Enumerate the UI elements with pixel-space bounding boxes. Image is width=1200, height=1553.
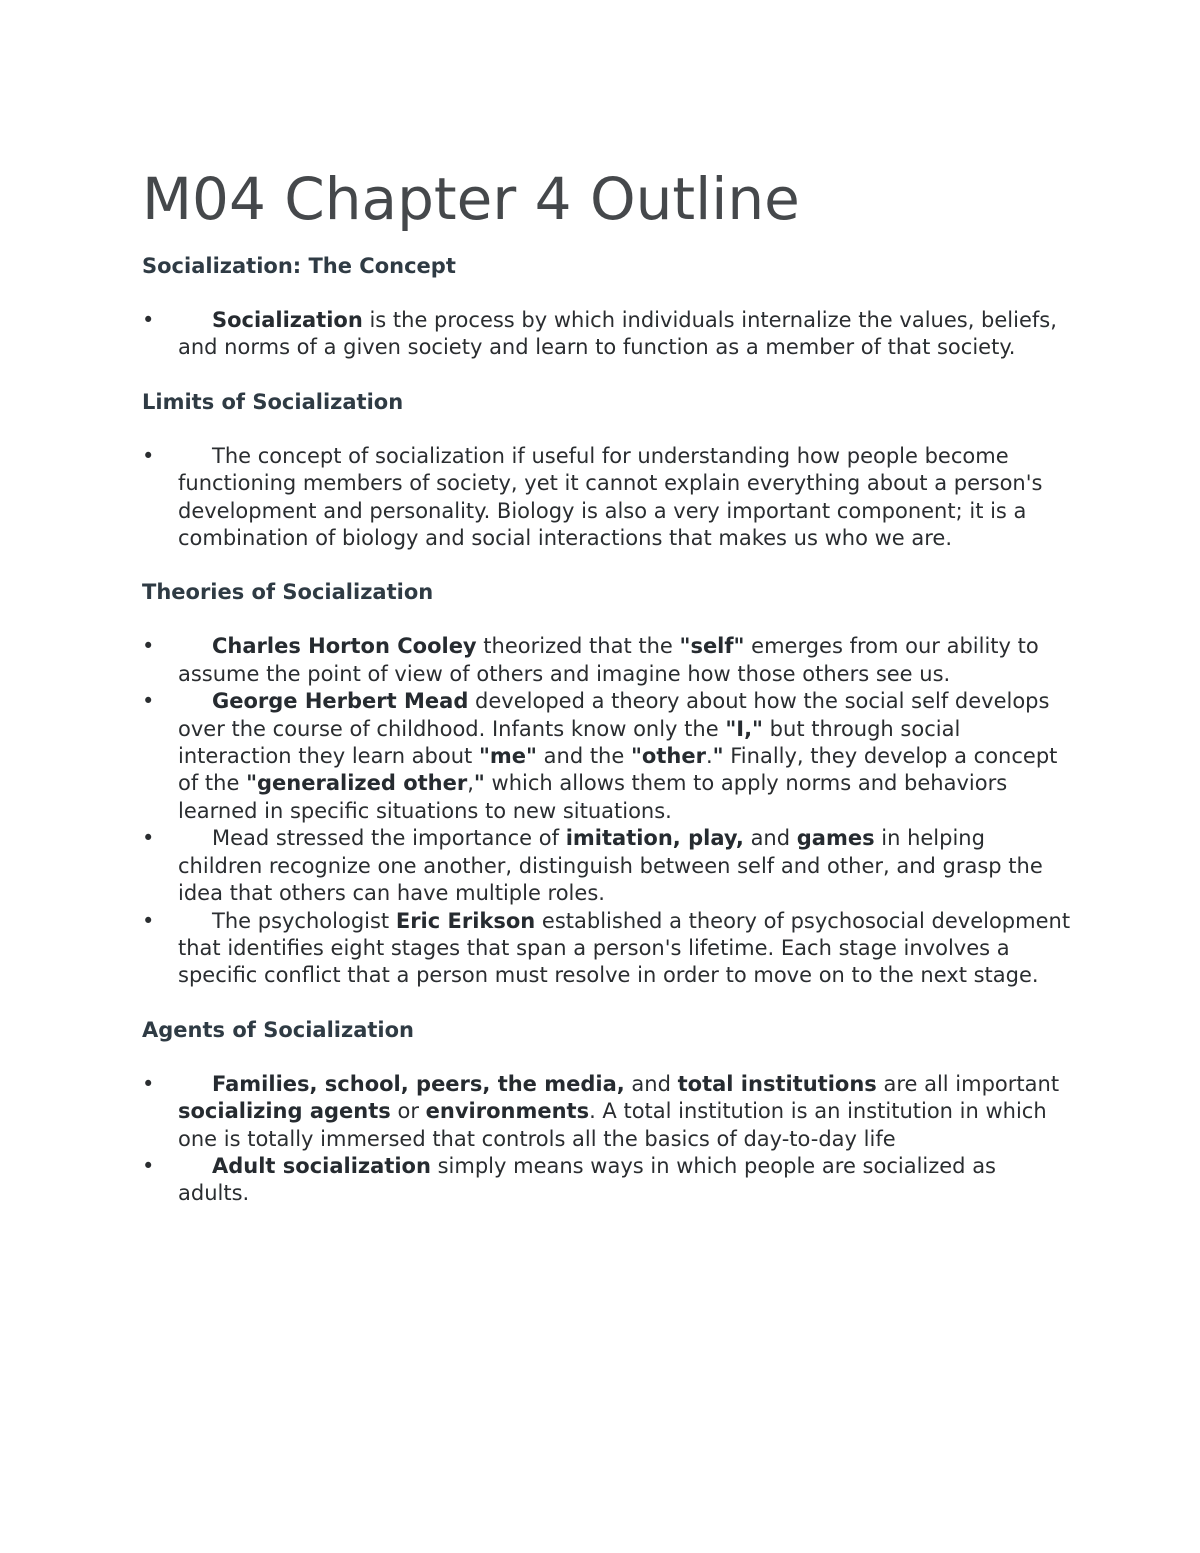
bold-text: "other (630, 744, 706, 769)
document-title: M04 Chapter 4 Outline (142, 165, 800, 233)
document-page (142, 160, 1072, 1208)
body-text: , (467, 771, 474, 796)
outline-section (142, 579, 1072, 989)
bullet-icon: • (142, 826, 155, 851)
document-body (142, 253, 1072, 1208)
bullet-item (142, 307, 1072, 362)
bullet-list (142, 633, 1072, 989)
bullet-icon: • (142, 908, 155, 933)
bold-text: "me" (478, 744, 537, 769)
bullet-item (142, 908, 1072, 990)
bold-text: Families, school, peers, the media, (212, 1071, 625, 1096)
bullet-item (142, 1153, 1072, 1208)
bold-text: " (712, 744, 724, 769)
body-text: simply means ways in which people are socialized as adults. (178, 1153, 996, 1206)
body-text: which allows them to apply norms and behaviors learned in specific situations to new situations. (178, 771, 1008, 823)
bold-text: Eric Erikson (395, 908, 536, 933)
bold-text: Charles Horton Cooley (212, 634, 477, 659)
outline-section (142, 1017, 1072, 1208)
bold-text: total institutions (677, 1071, 877, 1096)
bold-text: "self" (679, 634, 745, 659)
bold-text: imitation, play, (565, 826, 744, 851)
body-text: and the (536, 744, 631, 769)
body-text: . A total institution is an institution in which one is totally immersed that controls all the basics of day-to-day life (178, 1099, 1047, 1151)
bold-text: Socialization (212, 308, 363, 332)
body-text: or (390, 1099, 426, 1124)
bullet-icon: • (142, 634, 155, 659)
bold-text: George Herbert Mead (212, 689, 469, 714)
bullet-icon: • (142, 1071, 155, 1096)
body-text: but through social interaction they learn about (178, 716, 961, 769)
body-text: are all important (876, 1071, 1060, 1096)
body-text: is the process by which individuals internalize the values, beliefs, and norms of a given society and learn to function as a member of that society. (178, 308, 1057, 360)
bullet-icon: • (142, 1153, 155, 1178)
bullet-list (142, 1071, 1072, 1208)
bold-text: "generalized other (246, 771, 468, 796)
section-heading: Limits of Socialization (142, 389, 404, 414)
body-text: established a theory of psychosocial development that identifies eight stages that span a person's lifetime. Each stage involves a specific conflict that a person must resolve in order to move on to the next stage. (178, 908, 1071, 988)
body-text: Finally, they develop a concept of the (178, 744, 1058, 796)
bold-text: environments (425, 1099, 590, 1124)
body-text: emerges from our ability to assume the point of view of others and imagine how those others see us. (178, 634, 1039, 686)
bullet-list (142, 443, 1072, 553)
bullet-icon: • (142, 308, 155, 332)
body-text: The concept of socialization if useful for understanding how people become functioning members of society, yet it cannot explain everything about a person's development and personality. Biology is also a very important component; it is a combination of biology and social interactions that makes us who we are. (178, 443, 1043, 551)
bullet-item (142, 1071, 1072, 1153)
body-text: The psychologist (212, 908, 396, 933)
body-text: in helping children recognize one another, distinguish between self and other, and grasp the idea that others can have multiple roles. (178, 826, 1043, 906)
bullet-item (142, 825, 1072, 907)
bold-text: "I," (725, 716, 763, 741)
bold-text: " (473, 771, 485, 796)
bullet-list (142, 307, 1072, 362)
body-text: . (705, 744, 713, 769)
bullet-item (142, 443, 1072, 553)
body-text: theorized that the (476, 634, 680, 659)
body-text: and (624, 1071, 678, 1096)
bullet-icon: • (142, 689, 155, 714)
body-text: developed a theory about how the social self develops over the course of childhood. Infants know only the (178, 689, 1050, 741)
bullet-item (142, 688, 1072, 825)
outline-section (142, 389, 1072, 553)
bullet-item (142, 633, 1072, 688)
bold-text: socializing agents (178, 1099, 391, 1124)
section-heading: Agents of Socialization (142, 1017, 414, 1042)
bold-text: games (796, 826, 875, 851)
body-text: and (743, 826, 797, 851)
body-text: Mead stressed the importance of (212, 826, 566, 851)
section-heading: Socialization: The Concept (142, 254, 456, 278)
bold-text: Adult socialization (212, 1153, 431, 1178)
bullet-icon: • (142, 443, 155, 468)
outline-section (142, 253, 1072, 362)
section-heading: Theories of Socialization (142, 580, 434, 605)
